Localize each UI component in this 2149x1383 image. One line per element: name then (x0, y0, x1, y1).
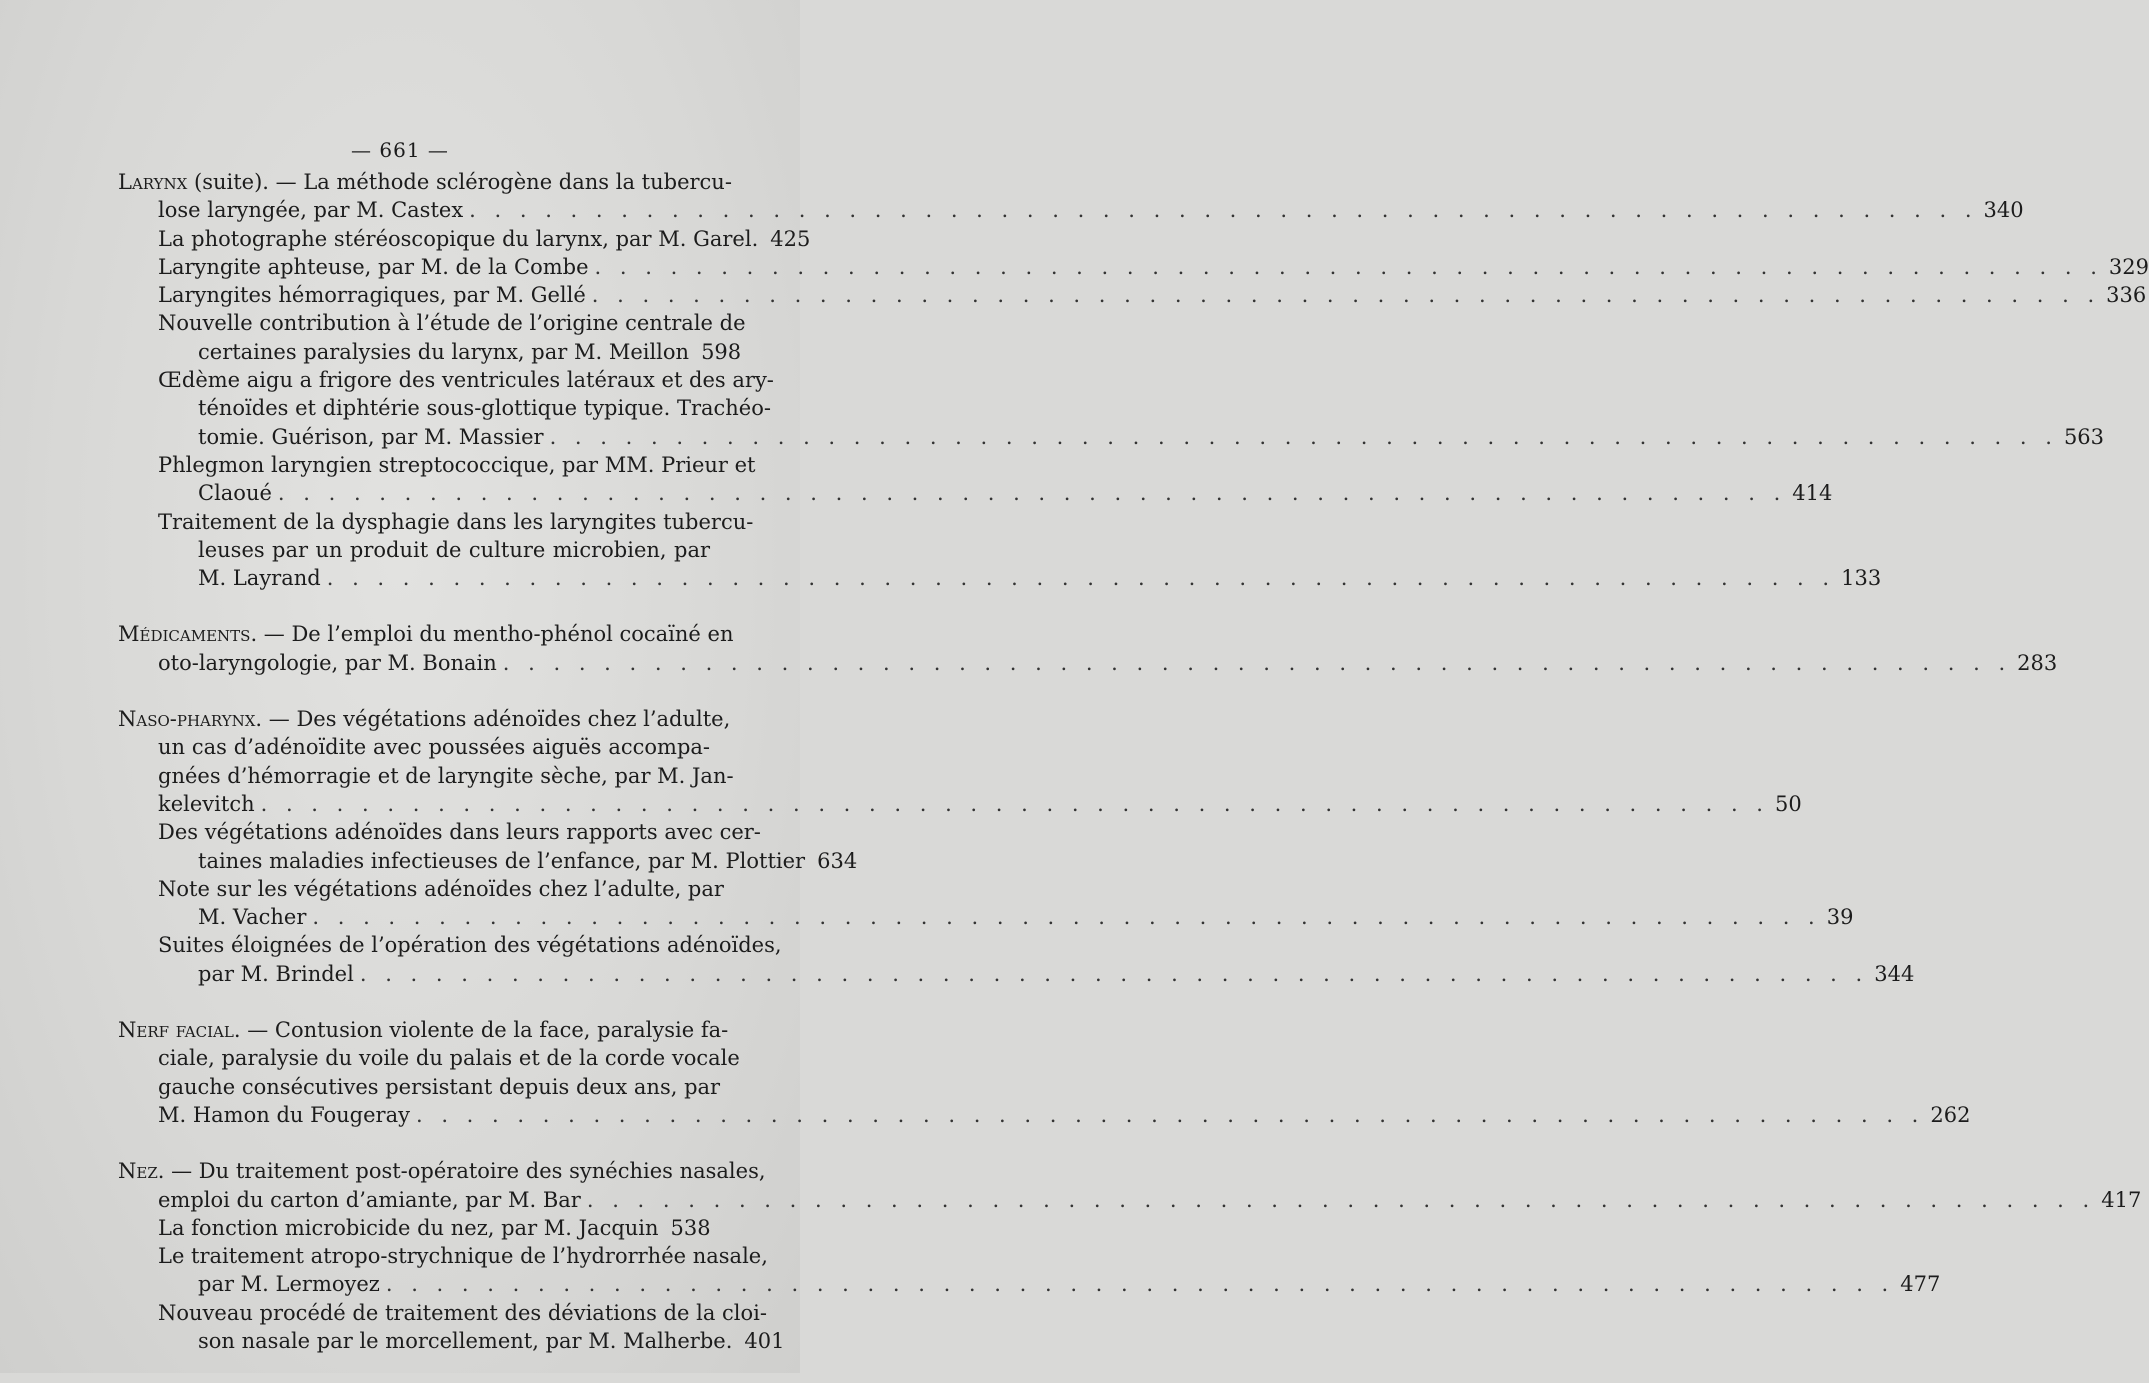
index-entry (118, 875, 1854, 932)
entry-text: De l’emploi du mentho-phénol cocaïné en (291, 622, 734, 647)
dot-leader (416, 1101, 1924, 1129)
entry-line: Phlegmon laryngien streptococcique, par MM. Prieur et (158, 452, 756, 477)
entry-text: Des végétations adénoïdes chez l’adulte, (296, 707, 731, 732)
entry-last-line: tomie. Guérison, par M. Massier (198, 424, 544, 449)
entry-last-line: M. Layrand (198, 566, 321, 591)
entry-line: Nouveau procédé de traitement des déviations de la cloi- (158, 1300, 767, 1325)
entry-last-line: M. Vacher (198, 905, 307, 930)
entry-leader-line (118, 1186, 2142, 1214)
page-reference: 340 (1983, 198, 2024, 223)
section-heading: Nerf facial (118, 1018, 234, 1043)
index-entry (118, 1214, 710, 1242)
entry-line: Des végétations adénoïdes dans leurs rapports avec cer- (158, 820, 761, 845)
page-reference: 283 (2017, 650, 2058, 675)
section-heading: Nez (118, 1159, 158, 1184)
index-entry (118, 1299, 785, 1356)
section-heading-suffix: (suite). — (187, 170, 304, 194)
entry-line: Le traitement atropo-strychnique de l’hydrorrhée nasale, (158, 1244, 768, 1269)
entry-leader-line (158, 903, 1854, 931)
dot-leader (327, 564, 1835, 592)
index-content (118, 168, 2149, 1383)
entry-leader-line (118, 1101, 1971, 1129)
entry-leader-line (158, 1327, 785, 1355)
entry-line (118, 168, 732, 196)
entry-leader-line (158, 253, 2149, 281)
index-section (118, 1016, 1971, 1129)
entry-line (118, 1016, 729, 1044)
entry-line: gnées d’hémorragie et de laryngite sèche, par M. Jan- (158, 763, 734, 788)
entry-last-line: La photographe stéréoscopique du larynx, par M. Garel. (158, 226, 759, 251)
entry-text: La méthode sclérogène dans la tubercu- (303, 170, 732, 194)
entry-text: Contusion violente de la face, paralysie fa- (274, 1018, 729, 1043)
entry-leader-line (158, 225, 811, 253)
page-reference: 598 (701, 339, 742, 364)
dot-leader (503, 649, 2011, 677)
entry-line: gauche consécutives persistant depuis deux ans, par (158, 1074, 721, 1099)
index-entry (118, 931, 1915, 988)
entry-last-line: son nasale par le morcellement, par M. Malherbe. (198, 1328, 733, 1353)
index-entry (118, 309, 746, 366)
entry-line: Traitement de la dysphagie dans les laryngites tubercu- (158, 509, 754, 534)
entry-last-line: Laryngite aphteuse, par M. de la Combe (158, 254, 589, 279)
dot-leader (386, 1270, 1894, 1298)
entry-line: un cas d’adénoïdite avec poussées aiguës accompa- (158, 735, 710, 760)
index-entry (118, 281, 2147, 309)
entry-last-line: kelevitch (158, 791, 255, 816)
entry-line (118, 1157, 766, 1185)
page-reference: 414 (1792, 481, 1833, 506)
page-reference: 538 (670, 1215, 711, 1240)
page-reference: 329 (2108, 254, 2149, 279)
entry-last-line: lose laryngée, par M. Castex (158, 198, 464, 223)
index-entry (118, 1016, 1971, 1129)
entry-last-line: par M. Brindel (198, 961, 354, 986)
index-section (118, 705, 1915, 988)
dot-leader (550, 423, 2058, 451)
entry-leader-line (158, 1214, 710, 1242)
page-reference: 417 (2101, 1187, 2142, 1212)
index-section (118, 1157, 2142, 1355)
entry-line (118, 705, 731, 733)
index-section (118, 620, 2058, 677)
entry-leader-line (158, 564, 1882, 592)
entry-leader-line (158, 423, 2105, 451)
entry-leader-line (158, 847, 858, 875)
entry-leader-line (158, 281, 2147, 309)
entry-line: Œdème aigu a frigore des ventricules latéraux et des ary- (158, 368, 774, 393)
section-heading-suffix: . — (255, 707, 297, 732)
entry-line (118, 620, 734, 648)
page-reference: 425 (770, 226, 811, 251)
section-heading-suffix: . — (233, 1018, 275, 1043)
page-reference: 634 (817, 848, 858, 873)
section-heading: Larynx (118, 170, 188, 194)
section-heading: Naso-pharynx (118, 707, 256, 732)
page-reference: 477 (1900, 1272, 1941, 1297)
entry-text: Du traitement post-opératoire des synéchies nasales, (198, 1159, 766, 1184)
page-reference: 336 (2106, 283, 2147, 308)
page-reference: 262 (1930, 1102, 1971, 1127)
entry-last-line: taines maladies infectieuses de l’enfance, par M. Plottier (198, 848, 806, 873)
index-entry (118, 168, 2024, 225)
page-reference: 39 (1826, 905, 1854, 930)
dot-leader (261, 790, 1769, 818)
entry-leader-line (118, 649, 2058, 677)
page-reference: 563 (2063, 424, 2105, 449)
index-entry (118, 253, 2149, 281)
entry-line: ténoïdes et diphtérie sous-glottique typique. Trachéo- (198, 396, 771, 421)
section-heading-suffix: . — (250, 622, 292, 647)
section-heading-suffix: . — (157, 1159, 199, 1184)
dot-leader (595, 253, 2103, 281)
entry-last-line: La fonction microbicide du nez, par M. Jacquin (158, 1215, 659, 1240)
dot-leader (312, 903, 1820, 931)
entry-last-line: Claoué (198, 481, 272, 506)
entry-last-line: emploi du carton d’amiante, par M. Bar (158, 1187, 581, 1212)
index-entry (118, 705, 1802, 818)
entry-leader-line (158, 1270, 1941, 1298)
entry-leader-line (118, 196, 2024, 224)
entry-leader-line (118, 790, 1802, 818)
index-entry (118, 818, 858, 875)
dot-leader (592, 281, 2100, 309)
index-entry (118, 1157, 2142, 1214)
index-entry (118, 620, 2058, 677)
section-heading: Médicaments (118, 622, 251, 647)
entry-line: ciale, paralysie du voile du palais et de la corde vocale (158, 1046, 740, 1071)
page-reference: 401 (744, 1328, 785, 1353)
entry-line: Note sur les végétations adénoïdes chez l’adulte, par (158, 876, 724, 901)
dot-leader (469, 196, 1977, 224)
entry-last-line: certaines paralysies du larynx, par M. Meillon (198, 339, 690, 364)
dot-leader (278, 479, 1786, 507)
entry-line: Nouvelle contribution à l’étude de l’origine centrale de (158, 311, 746, 336)
entry-leader-line (158, 479, 1833, 507)
page-reference: 50 (1774, 791, 1802, 816)
entry-leader-line (158, 960, 1915, 988)
index-entry (118, 366, 2105, 451)
index-section (118, 168, 2149, 592)
entry-line: leuses par un produit de culture microbien, par (198, 537, 710, 562)
page-reference: 133 (1841, 566, 1882, 591)
entry-last-line: par M. Lermoyez (198, 1272, 380, 1297)
index-entry (118, 1242, 1941, 1299)
entry-last-line: Laryngites hémorragiques, par M. Gellé (158, 283, 586, 308)
page-number: — 661 — (351, 138, 449, 162)
index-entry (118, 225, 811, 253)
index-entry (118, 451, 1833, 508)
index-entry (118, 508, 1882, 593)
dot-leader (360, 960, 1868, 988)
entry-leader-line (158, 338, 742, 366)
entry-line: Suites éloignées de l’opération des végétations adénoïdes, (158, 933, 782, 958)
page-reference: 344 (1874, 961, 1915, 986)
entry-last-line: oto-laryngologie, par M. Bonain (158, 650, 497, 675)
dot-leader (587, 1186, 2095, 1214)
entry-last-line: M. Hamon du Fougeray (158, 1102, 410, 1127)
